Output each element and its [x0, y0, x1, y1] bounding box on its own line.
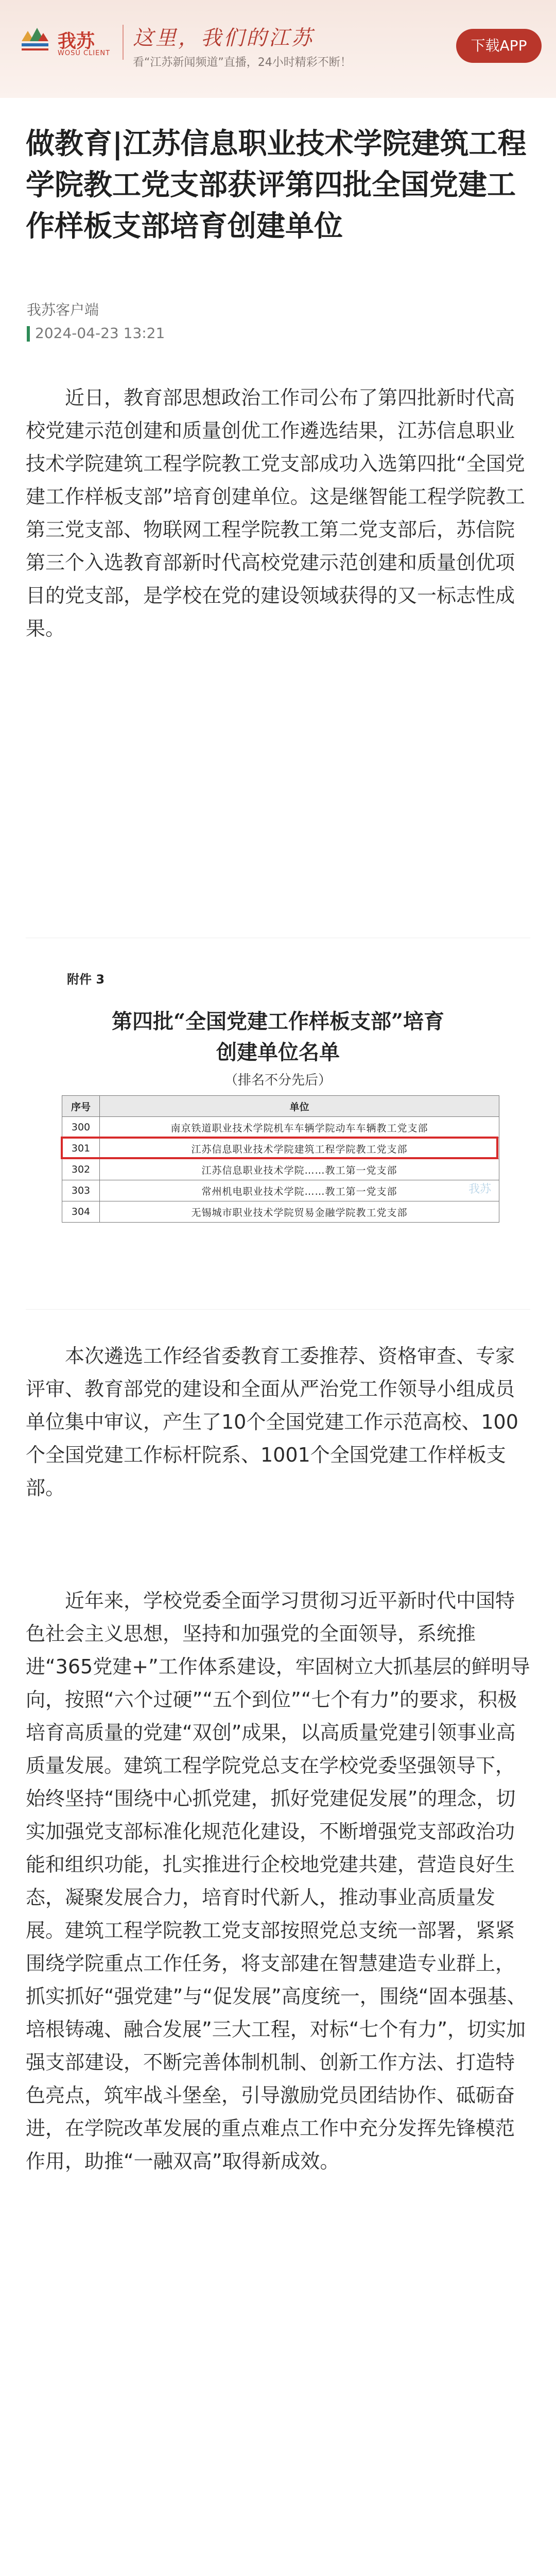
row-no: 304 — [62, 1201, 100, 1223]
doc-title-line2: 创建单位名单 — [216, 1040, 340, 1064]
wosu-logo-icon — [18, 21, 51, 55]
highlight-box — [61, 1137, 498, 1159]
doc-note: （排名不分先后） — [224, 1073, 332, 1088]
doc-attachment-label: 附件 3 — [67, 972, 105, 987]
article-source[interactable]: 我苏客户端 — [27, 301, 99, 318]
row-name: 江苏信息职业技术学院……教工第一党支部 — [100, 1159, 499, 1180]
banner-subtitle: 看“江苏新闻频道”直播，24小时精彩不断！ — [133, 56, 352, 69]
row-name: 南京铁道职业技术学院机车车辆学院动车车辆教工党支部 — [100, 1117, 499, 1138]
banner-divider — [123, 25, 124, 60]
doc-header-no: 序号 — [62, 1096, 100, 1117]
row-no: 300 — [62, 1117, 100, 1138]
row-name: 无锡城市职业技术学院贸易金融学院教工党支部 — [100, 1201, 499, 1223]
document-image[interactable] — [26, 938, 530, 1310]
row-no: 302 — [62, 1159, 100, 1180]
table-row — [62, 1117, 499, 1138]
doc-header-unit: 单位 — [100, 1096, 499, 1117]
row-name: 江苏信息职业技术学院建筑工程学院教工党支部 — [100, 1138, 499, 1159]
article-paragraph: 近日，教育部思想政治工作司公布了第四批新时代高校党建示范创建和质量创优工作遴选结果，江苏信息职业技术学院建筑工程学院教工党支部成功入选第四批“全国党建工作样板支部”培育创建单位。这是继智能工程学院教工第三党支部、物联网工程学院教工第二党支部后，苏信院第三个入选教育部新时代高校党建示范创建和质量创优项目的党支部，是学校在党的建设领域获得的又一标志性成果。 — [26, 386, 525, 640]
table-row — [62, 1159, 499, 1180]
date-marker — [27, 326, 30, 342]
table-row — [62, 1201, 499, 1223]
row-no: 301 — [62, 1138, 100, 1159]
row-name: 常州机电职业技术学院……教工第一党支部 — [100, 1180, 499, 1201]
row-no: 303 — [62, 1180, 100, 1201]
image-watermark: 我苏 — [468, 1183, 492, 1196]
app-download-banner[interactable] — [0, 0, 556, 98]
article-paragraph: 近年来，学校党委全面学习贯彻习近平新时代中国特色社会主义思想，坚持和加强党的全面领导，系统推进“365党建+”工作体系建设，牢固树立大抓基层的鲜明导向，按照“六个过硬”“五个到位”“七个有力”的要求，积极培育高质量的党建“双创”成果，以高质量党建引领事业高质量发展。建筑工程学院党总支在学校党委坚强领导下，始终坚持“围绕中心抓党建，抓好党建促发展”的理念，切实加强党支部标准化规范化建设，不断增强党支部政治功能和组织功能，扎实推进行企校地党建共建，营造良好生态，凝聚发展合力，培育时代新人，推动事业高质量发展。建筑工程学院教工党支部按照党总支统一部署，紧紧围绕学院重点工作任务，将支部建在智慧建造专业群上，抓实抓好“强党建”与“促发展”高度统一，围绕“固本强基、培根铸魂、融合发展”三大工程，对标“七个有力”，切实加强支部建设，不断完善体制机制、创新工作方法、打造特色亮点，筑牢战斗堡垒，引导激励党员团结协作、砥砺奋进，在学院改革发展的重点难点工作中充分发挥先锋模范作用，助推“一融双高”取得新成效。 — [26, 1589, 530, 2173]
article-paragraph: 本次遴选工作经省委教育工委推荐、资格审查、专家评审、教育部党的建设和全面从严治党工作领导小组成员单位集中审议，产生了10个全国党建工作示范高校、100个全国党建工作标杆院系、1001个全国党建工作样板支部。 — [26, 1345, 518, 1499]
article-date: 2024-04-23 13:21 — [35, 325, 165, 342]
banner-slogan: 这里，我们的江苏 — [133, 26, 314, 50]
download-app-button[interactable]: 下载APP — [456, 29, 542, 63]
article-title: 做教育|江苏信息职业技术学院建筑工程学院教工党支部获评第四批全国党建工作样板支部培育创建单位 — [26, 127, 527, 243]
doc-table-header — [62, 1096, 499, 1117]
doc-title-line1: 第四批“全国党建工作样板支部”培育 — [111, 1009, 444, 1033]
table-row — [62, 1180, 499, 1201]
app-name: 我苏 — [58, 31, 95, 52]
app-sub: WOSU CLIENT — [58, 49, 111, 57]
